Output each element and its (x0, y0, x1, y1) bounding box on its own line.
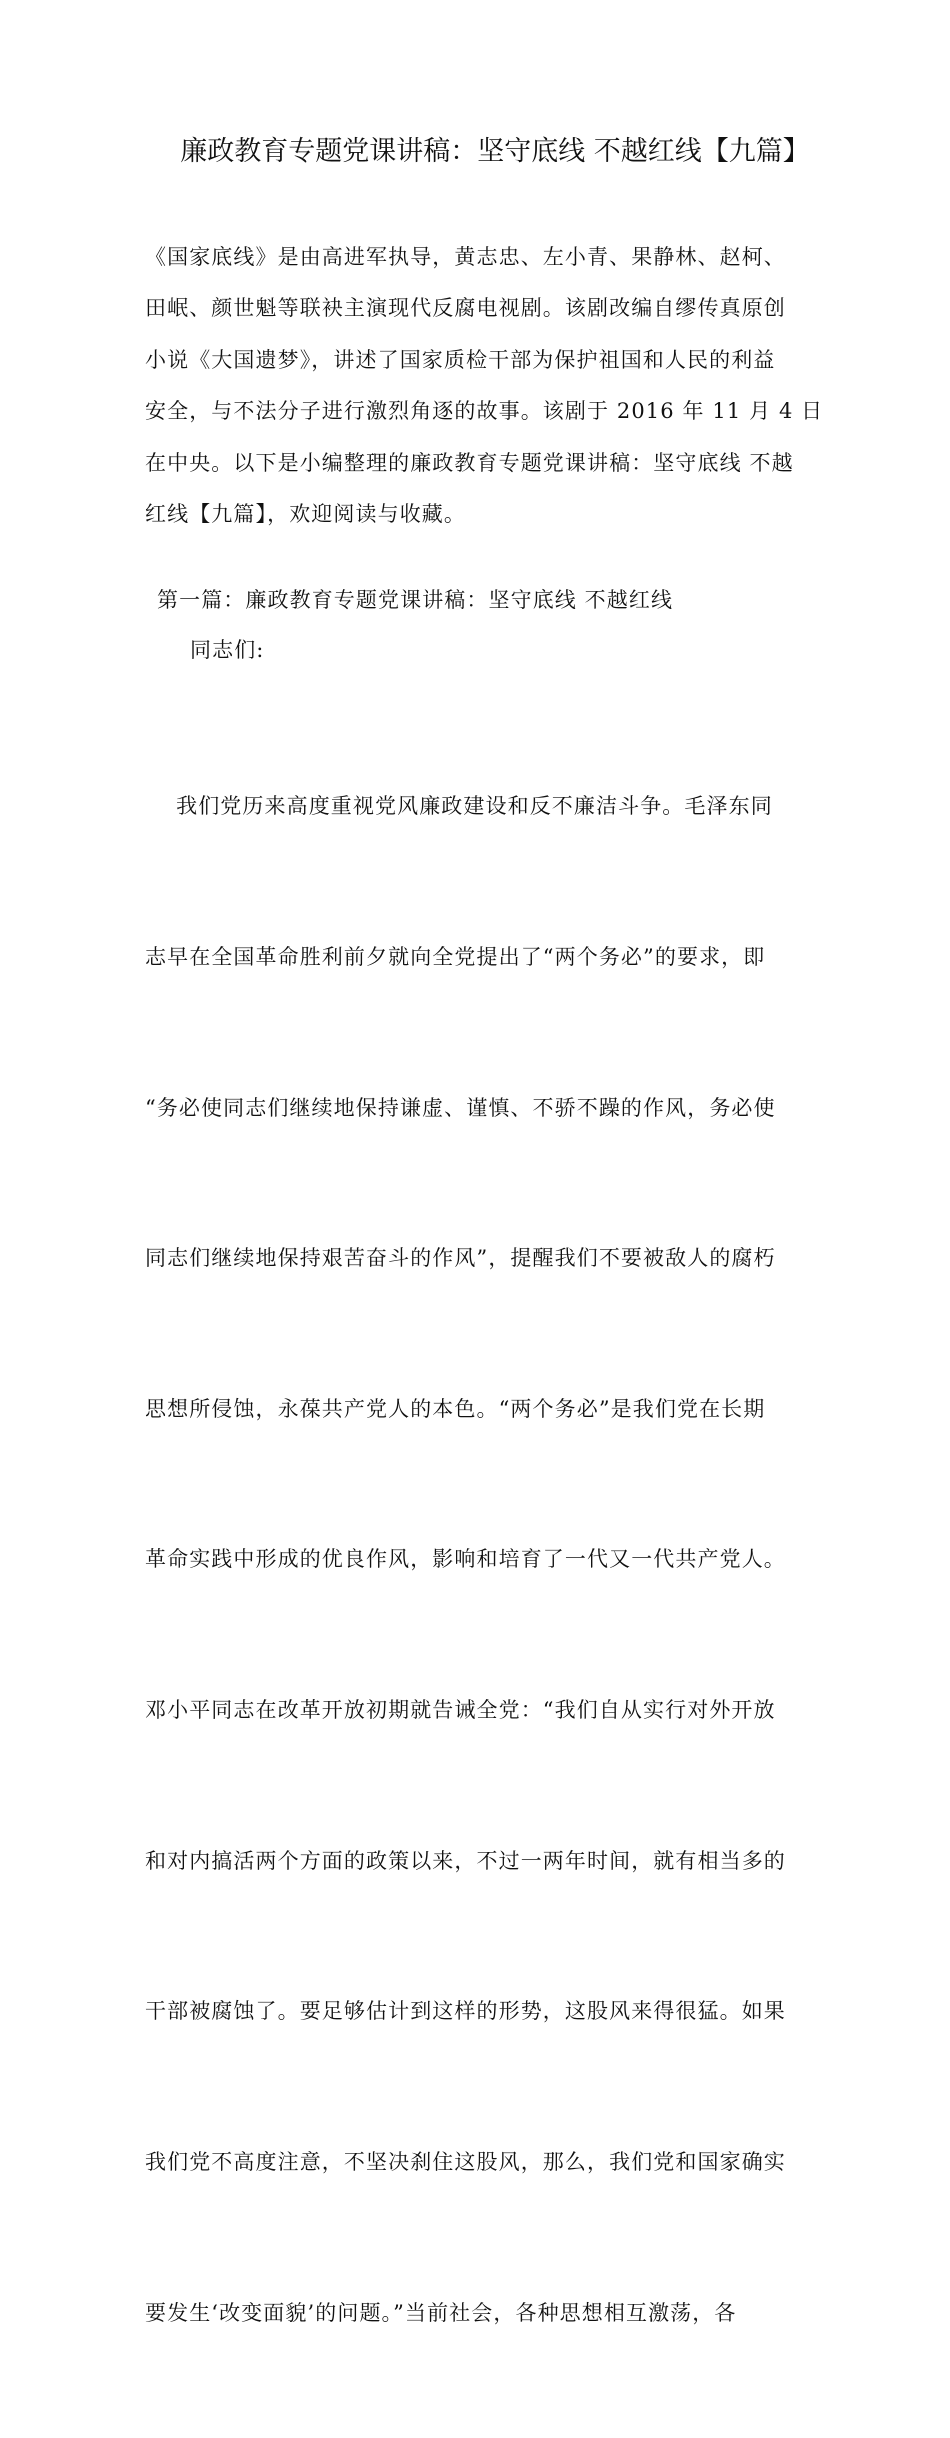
body-line: 革命实践中形成的优良作风，影响和培育了一代又一代共产党人。 (145, 1547, 786, 1572)
body-line: 我们党历来高度重视党风廉政建设和反不廉洁斗争。毛泽东同 (145, 794, 773, 819)
body-line: 要发生‘改变面貌’的问题。”当前社会，各种思想相互激荡，各 (145, 2300, 737, 2325)
body-line: 同志们继续地保持艰苦奋斗的作风”，提醒我们不要被敌人的腐朽 (145, 1246, 776, 1271)
body-line: 邓小平同志在改革开放初期就告诫全党：“我们自从实行对外开放 (145, 1698, 776, 1723)
document-title: 廉政教育专题党课讲稿：坚守底线 不越红线【九篇】 (180, 136, 810, 167)
intro-line: 小说《大国遗梦》，讲述了国家质检干部为保护祖国和人民的利益 (145, 347, 776, 372)
body-line: “务必使同志们继续地保持谦虚、谨慎、不骄不躁的作风，务必使 (145, 1095, 776, 1120)
intro-line: 在中央。以下是小编整理的廉政教育专题党课讲稿：坚守底线 不越 (145, 450, 794, 475)
intro-line: 《国家底线》是由高进军执导，黄志忠、左小青、果静林、赵柯、 (145, 245, 786, 269)
salutation: 同志们: (190, 638, 265, 662)
body-paragraph (145, 681, 815, 2438)
intro-line: 红线【九篇】，欢迎阅读与收藏。 (145, 502, 466, 527)
body-line: 干部被腐蚀了。要足够估计到这样的形势，这股风来得很猛。如果 (145, 1999, 786, 2024)
intro-line: 田岷、颜世魁等联袂主演现代反腐电视剧。该剧改编自缪传真原创 (145, 296, 786, 321)
intro-line: 安全，与不法分子进行激烈角逐的故事。该剧于 2016 年 11 月 4 日 (145, 399, 824, 424)
body-line: 我们党不高度注意，不坚决刹住这股风，那么，我们党和国家确实 (145, 2149, 786, 2174)
body-line: 志早在全国革命胜利前夕就向全党提出了“两个务必”的要求，即 (145, 945, 766, 970)
body-line: 和对内搞活两个方面的政策以来，不过一两年时间，就有相当多的 (145, 1848, 786, 1873)
intro-paragraph (145, 232, 824, 540)
section-heading: 第一篇：廉政教育专题党课讲稿：坚守底线 不越红线 (157, 588, 674, 612)
body-line: 思想所侵蚀，永葆共产党人的本色。“两个务必”是我们党在长期 (145, 1396, 766, 1421)
